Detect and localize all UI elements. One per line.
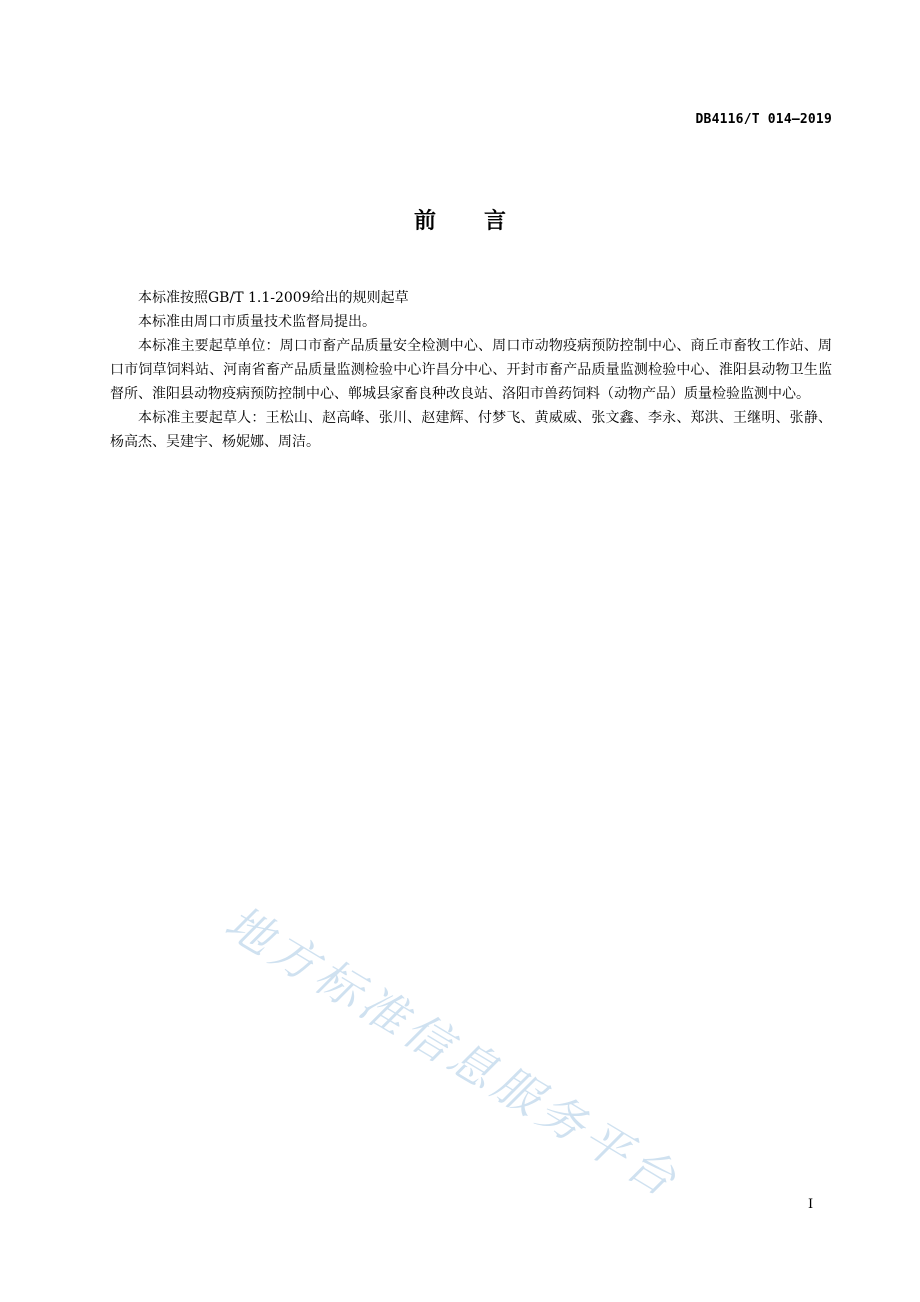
- paragraph-drafting-rules: 本标准按照GB/T 1.1-2009给出的规则起草: [138, 290, 409, 306]
- paragraph-proposer: 本标准由周口市质量技术监督局提出。: [138, 314, 376, 330]
- foreword-body: [110, 286, 832, 454]
- page-title: 前言: [413, 209, 554, 234]
- watermark: 地方标准信息服务平台: [216, 894, 690, 1209]
- document-code: DB4116/T 014—2019: [695, 112, 832, 127]
- paragraph-drafters: 本标准主要起草人：王松山、赵高峰、张川、赵建辉、付梦飞、黄威威、张文鑫、李永、郑洪、王继明、张静、杨高杰、吴建宇、杨妮娜、周洁。: [110, 410, 832, 450]
- paragraph-drafting-units: 本标准主要起草单位：周口市畜产品质量安全检测中心、周口市动物疫病预防控制中心、商丘市畜牧工作站、周口市饲草饲料站、河南省畜产品质量监测检验中心许昌分中心、开封市畜产品质量监测检验中心、淮阳县动物卫生监督所、淮阳县动物疫病预防控制中心、郸城县家畜良种改良站、洛阳市兽药饲料（动物产品）质量检验监测中心。: [110, 338, 832, 402]
- page-number: I: [808, 1197, 814, 1212]
